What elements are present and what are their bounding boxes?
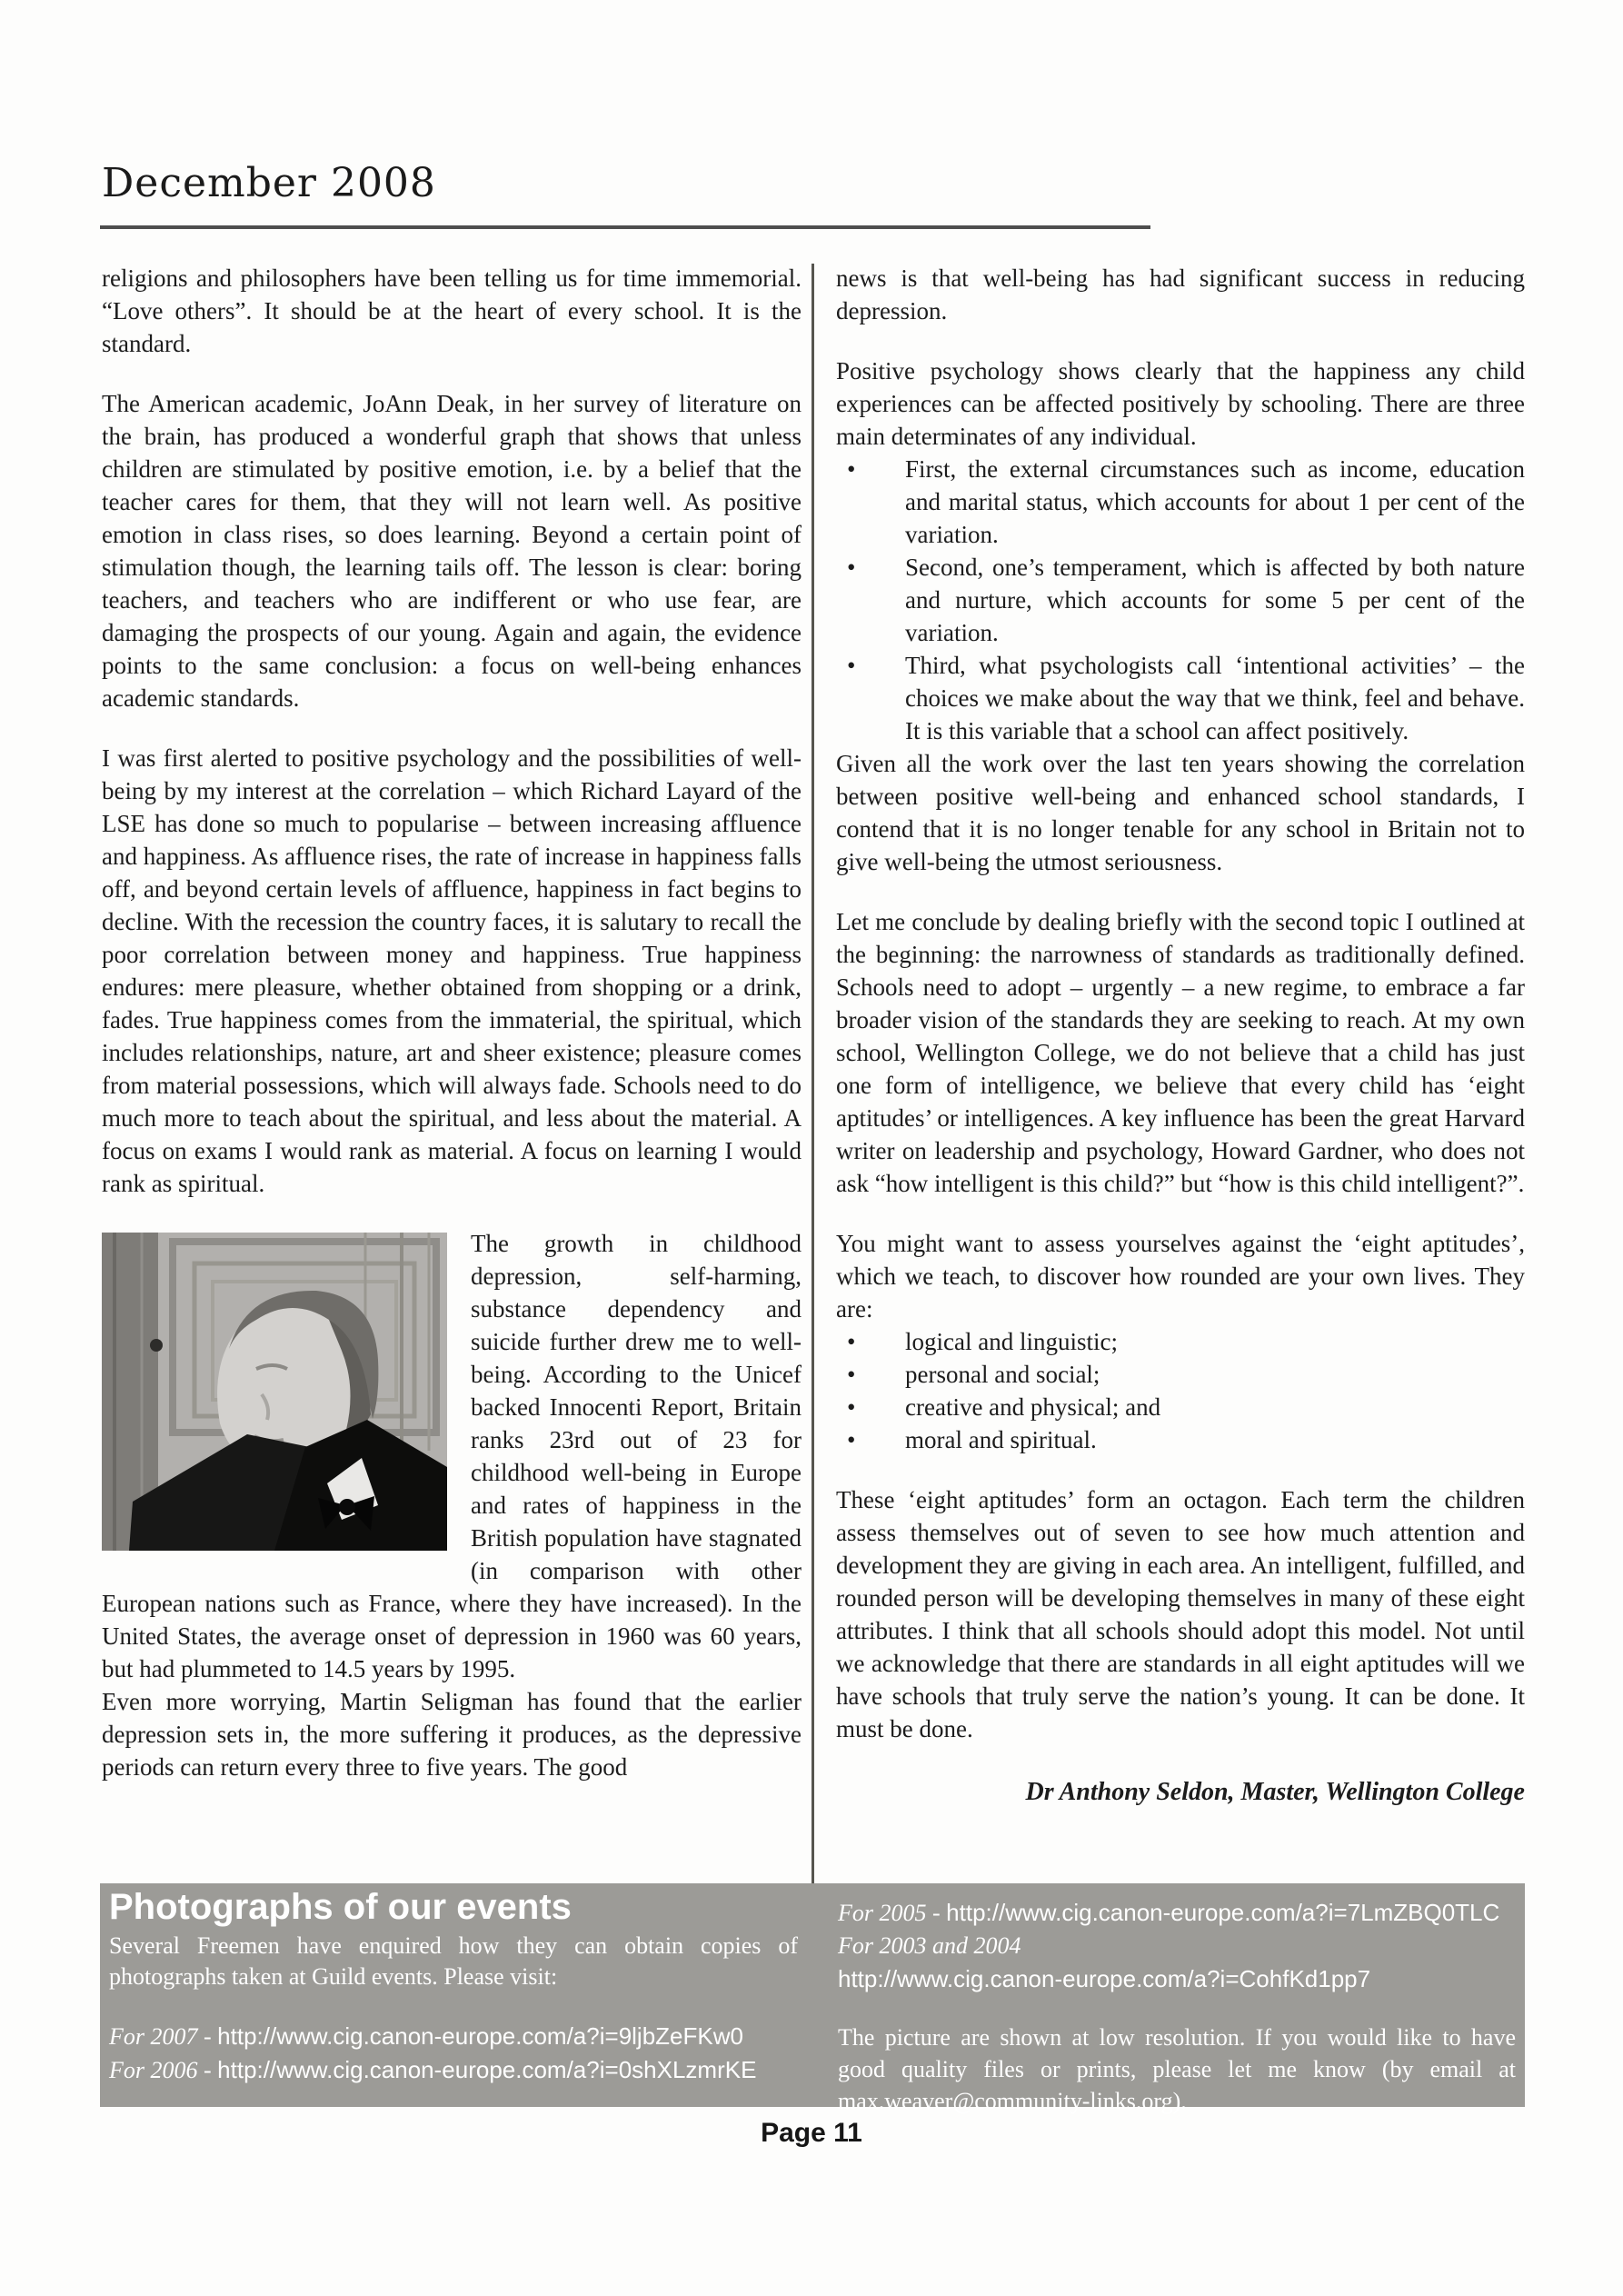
photographs-band	[100, 1883, 1525, 2114]
band-links	[109, 2020, 798, 2087]
bullet-icon: •	[847, 1426, 856, 1453]
paragraph: religions and philosophers have been telling us for time immemorial. “Love others”. It should be at the heart of every school. It is the standard.	[102, 265, 802, 357]
bullet-icon: •	[847, 1361, 856, 1388]
url-text: http://www.cig.canon-europe.com/a?i=7LmZBQ0TLC	[946, 1899, 1500, 1926]
paragraph: Given all the work over the last ten years showing the correlation between positive well-being and enhanced school standards, I contend that it is no longer tenable for any school in Britain not to give well-being the utmost seriousness.	[836, 750, 1525, 875]
band-heading: Photographs of our events	[109, 1887, 572, 1927]
right-column	[836, 262, 1525, 1887]
bullet-icon: •	[847, 1393, 856, 1421]
bullet-list-aptitudes	[836, 1325, 1525, 1456]
photo-link-2005: For 2005 - http://www.cig.canon-europe.com/a?i=7LmZBQ0TLC	[838, 1899, 1500, 1926]
paragraph: Even more worrying, Martin Seligman has found that the earlier depression sets in, the more suffering it produces, as the depressive periods can return every three to five years. The good	[102, 1688, 802, 1781]
paragraph: These ‘eight aptitudes’ form an octagon. Each term the children assess themselves out of seven to see how much attention and development they are giving in each area. An intelligent, fulfilled, and rounded person will be developing themselves in many of these eight attributes. I think that all schools should adopt this model. Not until we acknowledge that there are standards in all eight aptitudes will we have schools that truly serve the nation’s young. It can be done. It must be done.	[836, 1486, 1525, 1742]
paragraph-text: The growth in childhood depression, self-harming, substance dependency and suicide further drew me to well-being. According to the Unicef backed Innocenti Report, Britain ranks 23rd out of 23 for childhood well-being in Europe and rates of happiness in the British population have stagnated (in comparison with other European nations such as France, where they have increased). In the United States, the average onset of depression in 1960 was 60 years, but had plummeted to 14.5 years by 1995.	[102, 1230, 802, 1682]
column-divider	[812, 264, 814, 2107]
author-byline: Dr Anthony Seldon, Master, Wellington College	[1025, 1778, 1525, 1806]
bullet-icon: •	[847, 652, 856, 679]
list-item: • moral and spiritual.	[836, 1423, 1525, 1456]
page-title: December 2008	[102, 160, 436, 206]
url-text: http://www.cig.canon-europe.com/a?i=CohfKd1pp7	[838, 1965, 1371, 1992]
url-text: http://www.cig.canon-europe.com/a?i=9ljbZeFKw0	[217, 2022, 743, 2050]
photo-anthony-seldon	[102, 1233, 447, 1551]
photo-link-2007: For 2007 - http://www.cig.canon-europe.com/a?i=9ljbZeFKw0	[109, 2022, 743, 2050]
paragraph: You might want to assess yourselves against the ‘eight aptitudes’, which we teach, to discover how rounded are your own lives. They are:	[836, 1230, 1525, 1323]
photo-link-2003-2004-label: For 2003 and 2004	[838, 1932, 1021, 1959]
bullet-icon: •	[847, 1328, 856, 1355]
bullet-list-determinates	[836, 453, 1525, 747]
photographs-band-left	[109, 1887, 798, 2087]
band-intro: Several Freemen have enquired how they can obtain copies of photographs taken at Guild events. Please visit:	[109, 1932, 798, 1990]
photo-illustration	[102, 1233, 447, 1551]
band-note: The picture are shown at low resolution. If you would like to have good quality files or prints, please let me know (by email at max.weaver@community-links.org).	[838, 2024, 1516, 2114]
bullet-icon: •	[847, 554, 856, 581]
url-text: http://www.cig.canon-europe.com/a?i=0shXLzmrKE	[217, 2056, 757, 2083]
photo-link-2003-2004-url	[838, 1962, 1516, 1996]
paragraph: Let me conclude by dealing briefly with the second topic I outlined at the beginning: the narrowness of standards as traditionally defined. Schools need to adopt – urgently – a new regime, to embrace a far broader vision of the standards they are seeking to reach. At my own school, Wellington College, we do not believe that a child has just one form of intelligence, we believe that every child has ‘eight aptitudes’ or intelligences. A key influence has been the great Harvard writer on leadership and psychology, Howard Gardner, who does not ask “how intelligent is this child?” but “how is this child intelligent?”.	[836, 908, 1525, 1197]
paragraph: I was first alerted to positive psychology and the possibilities of well-being by my interest at the correlation – which Richard Layard of the LSE has done so much to popularise – between increasing affluence and happiness. As affluence rises, the rate of increase in happiness falls off, and beyond certain levels of affluence, happiness in fact begins to decline. With the recession the country faces, it is salutary to recall the poor correlation between money and happiness. True happiness endures: mere pleasure, whether obtained from shopping or a drink, fades. True happiness comes from the immaterial, the spiritual, which includes relationships, nature, art and sheer existence; pleasure comes from material possessions, which will always fade. Schools need to do much more to teach about the spiritual, and less about the material. A focus on exams I would rank as material. A focus on learning I would rank as spiritual.	[102, 744, 802, 1197]
list-item: • creative and physical; and	[836, 1391, 1525, 1423]
page-number: Page 11	[761, 2118, 862, 2148]
paragraph: Positive psychology shows clearly that the happiness any child experiences can be affected positively by schooling. There are three main determinates of any individual.	[836, 357, 1525, 450]
photo-link-2006: For 2006 - http://www.cig.canon-europe.com/a?i=0shXLzmrKE	[109, 2056, 757, 2083]
list-item: • personal and social;	[836, 1358, 1525, 1391]
masthead-rule	[100, 225, 1150, 229]
list-item: • Second, one’s temperament, which is affected by both nature and nurture, which accounts for some 5 per cent of the variation.	[836, 551, 1525, 649]
paragraph-with-photo	[102, 1227, 802, 1685]
bullet-icon: •	[847, 455, 856, 483]
list-item: • First, the external circumstances such as income, education and marital status, which accounts for about 1 per cent of the variation.	[836, 453, 1525, 551]
paragraph: The American academic, JoAnn Deak, in her survey of literature on the brain, has produced a wonderful graph that shows that unless children are stimulated by positive emotion, i.e. by a belief that the teacher cares for them, that they will not learn well. As positive emotion in class rises, so does learning. Beyond a certain point of stimulation though, the learning tails off. The lesson is clear: boring teachers, and teachers who are indifferent or who use fear, are damaging the prospects of our young. Again and again, the evidence points to the same conclusion: a focus on well-being enhances academic standards.	[102, 390, 802, 712]
list-item: • logical and linguistic;	[836, 1325, 1525, 1358]
photographs-band-right	[838, 1896, 1516, 2117]
left-column	[102, 262, 802, 1887]
list-item: • Third, what psychologists call ‘intentional activities’ – the choices we make about the way that we think, feel and behave. It is this variable that a school can affect positively.	[836, 649, 1525, 747]
paragraph: news is that well-being has had significant success in reducing depression.	[836, 265, 1525, 324]
